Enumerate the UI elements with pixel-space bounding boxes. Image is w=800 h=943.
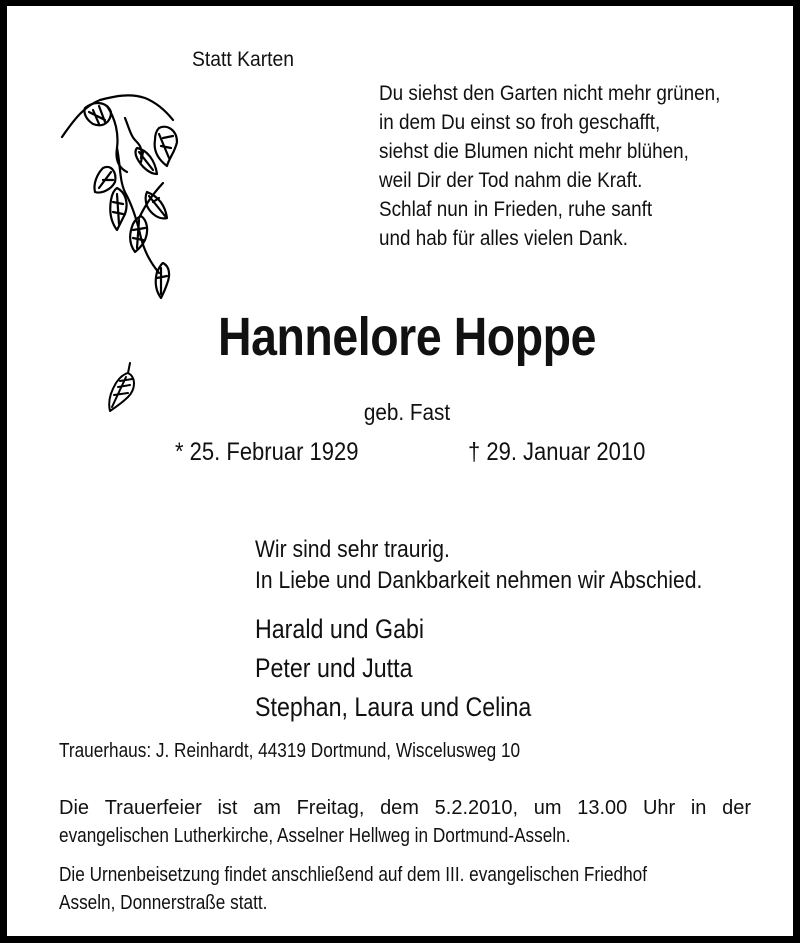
urn-burial-info bbox=[59, 861, 647, 917]
family-member: Peter und Jutta bbox=[255, 653, 413, 683]
word: Die bbox=[59, 797, 90, 819]
family-member: Stephan, Laura und Celina bbox=[255, 692, 532, 722]
maiden-name: geb. Fast bbox=[363, 399, 451, 425]
birth-date-line bbox=[175, 438, 358, 467]
word: dem bbox=[380, 797, 419, 819]
word: in bbox=[690, 797, 707, 819]
word: 13.00 bbox=[577, 797, 628, 819]
poem-line: siehst die Blumen nicht mehr blühen, bbox=[379, 140, 689, 163]
word: ist bbox=[217, 797, 238, 819]
mourning-text bbox=[255, 534, 702, 596]
ceremony-info bbox=[59, 794, 751, 850]
mourning-line: Wir sind sehr traurig. bbox=[255, 536, 450, 563]
birch-branch-icon bbox=[55, 88, 195, 303]
cross-icon: † bbox=[468, 438, 481, 466]
ceremony-line-1 bbox=[59, 794, 751, 822]
poem-line: Schlaf nun in Frieden, ruhe sanft bbox=[379, 198, 653, 221]
poem-line: weil Dir der Tod nahm die Kraft. bbox=[379, 169, 643, 192]
trauerhaus-address: Trauerhaus: J. Reinhardt, 44319 Dortmund, Wiscelusweg 10 bbox=[59, 740, 521, 762]
mourning-line: In Liebe und Dankbarkeit nehmen wir Abschied. bbox=[255, 567, 703, 594]
word: Freitag, bbox=[296, 797, 365, 819]
birth-symbol: * bbox=[175, 438, 184, 466]
family-list bbox=[255, 610, 531, 727]
urn-line-1: Die Urnenbeisetzung findet anschließend auf dem III. evangelischen Friedhof bbox=[59, 864, 648, 886]
statt-karten-label: Statt Karten bbox=[192, 48, 295, 71]
word: Trauerfeier bbox=[104, 797, 202, 819]
birth-date: 25. Februar 1929 bbox=[189, 438, 359, 466]
ceremony-line-2: evangelischen Lutherkirche, Asselner Hellweg in Dortmund-Asseln. bbox=[59, 825, 571, 847]
death-date-line bbox=[468, 438, 645, 467]
word: der bbox=[722, 797, 751, 819]
death-date: 29. Januar 2010 bbox=[486, 438, 646, 466]
family-member: Harald und Gabi bbox=[255, 614, 425, 644]
word: um bbox=[533, 797, 562, 819]
poem bbox=[379, 79, 720, 253]
poem-line: in dem Du einst so froh geschafft, bbox=[379, 111, 661, 134]
poem-line: Du siehst den Garten nicht mehr grünen, bbox=[379, 82, 721, 105]
deceased-name: Hannelore Hoppe bbox=[217, 307, 597, 367]
urn-line-2: Asseln, Donnerstraße statt. bbox=[59, 892, 268, 914]
word: am bbox=[253, 797, 281, 819]
word: Uhr bbox=[642, 797, 676, 819]
word: 5.2.2010, bbox=[434, 797, 519, 819]
poem-line: und hab für alles vielen Dank. bbox=[379, 227, 629, 250]
